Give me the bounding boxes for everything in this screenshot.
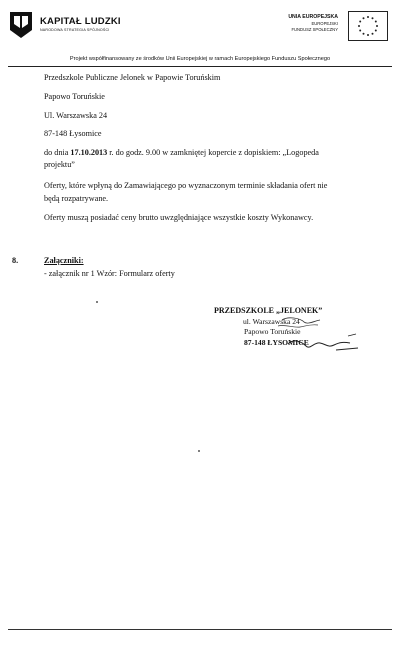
footer-divider [8, 629, 392, 630]
eu-text-block [288, 14, 338, 33]
deadline-continuation: projektu” [44, 160, 75, 169]
deadline-prefix: do dnia [44, 148, 69, 157]
attachments-heading: Załączniki: [44, 256, 84, 265]
address-line-1: Przedszkole Publiczne Jelonek w Papowie Toruńskim [44, 73, 221, 82]
address-line-2: Papowo Toruńskie [44, 92, 105, 101]
header-divider [8, 66, 392, 67]
handwritten-signature [248, 312, 368, 360]
stamp-line-1: PRZEDSZKOLE „JELONEK” [214, 306, 323, 315]
address-line-3: Ul. Warszawska 24 [44, 111, 108, 120]
scan-speck [96, 301, 98, 303]
stamp-line-4: 87-148 ŁYSOMICE [244, 338, 309, 347]
eu-line-2: EUROPEJSKI [311, 21, 338, 26]
program-subtitle: NARODOWA STRATEGIA SPÓJNOŚCI [40, 28, 110, 32]
stamp-line-3: Papowo Toruńskie [244, 327, 301, 336]
late-offers-line-1: Oferty, które wpłyną do Zamawiającego po wyznaczonym terminie składania ofert nie [44, 181, 328, 190]
kapital-ludzki-logo [8, 10, 34, 40]
eu-line-1: UNIA EUROPEJSKA [288, 14, 338, 20]
late-offers-line-2: będą rozpatrywane. [44, 194, 109, 203]
program-title: KAPITAŁ LUDZKI [40, 16, 121, 27]
scan-speck [198, 450, 200, 452]
deadline-line [44, 147, 319, 158]
stamp-line-2: ul. Warszawska 24 [243, 317, 300, 326]
deadline-suffix: r. do godz. 9.00 w zamkniętej kopercie z dopiskiem: „Logopeda [109, 148, 319, 157]
funding-note: Projekt współfinansowany ze środków Unii Europejskiej w ramach Europejskiego Funduszu Społecznego [69, 56, 331, 62]
prices-paragraph: Oferty muszą posiadać ceny brutto uwzględniające wszystkie koszty Wykonawcy. [44, 213, 314, 222]
section-number: 8. [12, 256, 19, 265]
deadline-date: 17.10.2013 [70, 148, 108, 157]
eu-flag-icon [348, 11, 388, 41]
address-line-4: 87-148 Łysomice [44, 129, 102, 138]
eu-line-3: FUNDUSZ SPOŁECZNY [291, 27, 338, 32]
attachment-item-1: - załącznik nr 1 Wzór: Formularz oferty [44, 269, 175, 278]
